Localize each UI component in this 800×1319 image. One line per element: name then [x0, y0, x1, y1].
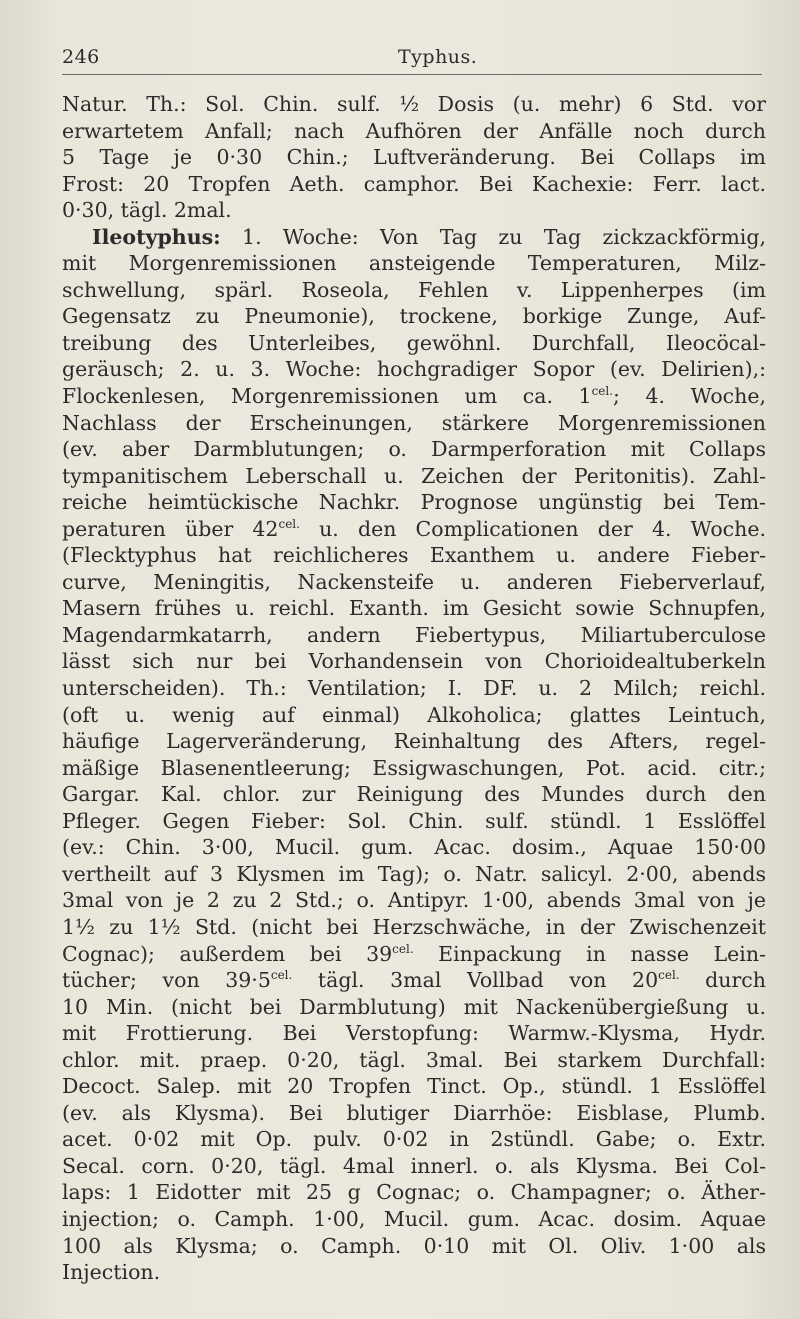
- text-fragment: peraturen über 42: [62, 516, 279, 541]
- text-line: (ev.: Chin. 3·00, Mucil. gum. Acac. dosim., Aquae 150·00: [62, 835, 766, 860]
- ileotyphus-heading: Ileotyphus:: [92, 224, 221, 249]
- text-fragment: ; 4. Woche,: [613, 384, 766, 409]
- text-fragment: tücher; von 39·5: [62, 968, 271, 993]
- text-line: chlor. mit. praep. 0·20, tägl. 3mal. Bei starkem Durchfall:: [62, 1047, 766, 1072]
- text-line: 3mal von je 2 zu 2 Std.; o. Antipyr. 1·00, abends 3mal von je: [62, 888, 766, 913]
- text-line: Injection.: [62, 1260, 161, 1285]
- text-line: mit Frottierung. Bei Verstopfung: Warmw.-Klysma, Hydr.: [62, 1021, 766, 1046]
- text-fragment: durch: [679, 968, 766, 993]
- text-line: [62, 516, 766, 543]
- text-line: Pfleger. Gegen Fieber: Sol. Chin. sulf. stündl. 1 Esslöffel: [62, 808, 766, 833]
- page-number: 246: [62, 46, 100, 68]
- text-line: treibung des Unterleibes, gewöhnl. Durchfall, Ileocöcal-: [62, 330, 766, 355]
- text-line: Magendarmkatarrh, andern Fiebertypus, Miliartuberculose: [62, 622, 766, 647]
- text-line: acet. 0·02 mit Op. pulv. 0·02 in 2stündl. Gabe; o. Extr.: [62, 1127, 766, 1152]
- superscript-unit: cel.: [591, 384, 614, 399]
- text-fragment: Einpackung in nasse Lein-: [413, 941, 766, 966]
- page-header: [62, 42, 762, 75]
- text-line: mäßige Blasenentleerung; Essigwaschungen, Pot. acid. citr.;: [62, 755, 766, 780]
- superscript-unit: cel.: [278, 516, 300, 531]
- text-line: (Flecktyphus hat reichlicheres Exanthem u. andere Fieber-: [62, 543, 766, 568]
- text-line: Gegensatz zu Pneumonie), trockene, borkige Zunge, Auf-: [62, 304, 766, 329]
- ileotyphus-heading-rest: 1. Woche: Von Tag zu Tag zickzackförmig,: [220, 224, 766, 249]
- text-line: [62, 941, 766, 968]
- text-line: (oft u. wenig auf einmal) Alkoholica; glattes Leintuch,: [62, 702, 766, 727]
- text-line: 100 als Klysma; o. Camph. 0·10 mit Ol. Oliv. 1·00 als: [62, 1233, 766, 1258]
- text-fragment: Cognac); außerdem bei 39: [62, 941, 393, 966]
- text-line: Frost: 20 Tropfen Aeth. camphor. Bei Kachexie: Ferr. lact.: [62, 171, 766, 196]
- ileotyphus-heading-line: [62, 224, 766, 251]
- text-line: Secal. corn. 0·20, tägl. 4mal innerl. o. als Klysma. Bei Col-: [62, 1153, 766, 1178]
- text-line: Gargar. Kal. chlor. zur Reinigung des Mundes durch den: [62, 782, 766, 807]
- text-fragment: u. den Complicationen der 4. Woche.: [299, 516, 766, 541]
- superscript-unit: cel.: [270, 968, 293, 983]
- text-line: erwartetem Anfall; nach Aufhören der Anfälle noch durch: [62, 118, 766, 143]
- text-line: 5 Tage je 0·30 Chin.; Luftveränderung. Bei Collaps im: [62, 145, 766, 170]
- text-line: laps: 1 Eidotter mit 25 g Cognac; o. Champagner; o. Äther-: [62, 1180, 766, 1205]
- superscript-unit: cel.: [658, 968, 680, 983]
- text-fragment: Flockenlesen, Morgenremissionen um ca. 1: [62, 384, 592, 409]
- text-line: tympanitischem Leberschall u. Zeichen der Peritonitis). Zahl-: [62, 463, 766, 488]
- text-line: Decoct. Salep. mit 20 Tropfen Tinct. Op., stündl. 1 Esslöffel: [62, 1074, 766, 1099]
- text-line: reiche heimtückische Nachkr. Prognose ungünstig bei Tem-: [62, 490, 766, 515]
- text-fragment: tägl. 3mal Vollbad von 20: [292, 968, 659, 993]
- text-line: häufige Lagerveränderung, Reinhaltung des Afters, regel-: [62, 729, 766, 754]
- text-line: Natur. Th.: Sol. Chin. sulf. ½ Dosis (u. mehr) 6 Std. vor: [62, 92, 766, 116]
- text-line: Nachlass der Erscheinungen, stärkere Morgenremissionen: [62, 410, 766, 435]
- body-text: [62, 91, 766, 1286]
- text-line: lässt sich nur bei Vorhandensein von Chorioidealtuberkeln: [62, 649, 766, 674]
- text-line: 10 Min. (nicht bei Darmblutung) mit Nackenübergießung u.: [62, 994, 766, 1019]
- text-line: 0·30, tägl. 2mal.: [62, 198, 232, 223]
- text-line: [62, 383, 766, 410]
- text-line: (ev. als Klysma). Bei blutiger Diarrhöe: Eisblase, Plumb.: [62, 1100, 766, 1125]
- text-line: mit Morgenremissionen ansteigende Temperaturen, Milz-: [62, 251, 766, 276]
- text-line: vertheilt auf 3 Klysmen im Tag); o. Natr. salicyl. 2·00, abends: [62, 861, 766, 886]
- superscript-unit: cel.: [392, 941, 414, 956]
- text-line: (ev. aber Darmblutungen; o. Darmperforation mit Collaps: [62, 437, 766, 462]
- text-line: injection; o. Camph. 1·00, Mucil. gum. Acac. dosim. Aquae: [62, 1206, 766, 1231]
- text-line: 1½ zu 1½ Std. (nicht bei Herzschwäche, in der Zwischenzeit: [62, 914, 766, 939]
- text-line: schwellung, spärl. Roseola, Fehlen v. Lippenherpes (im: [62, 277, 766, 302]
- text-line: Masern frühes u. reichl. Exanth. im Gesicht sowie Schnupfen,: [62, 596, 766, 621]
- text-line: curve, Meningitis, Nackensteife u. anderen Fieberverlauf,: [62, 569, 766, 594]
- text-line: unterscheiden). Th.: Ventilation; I. DF. u. 2 Milch; reichl.: [62, 676, 766, 701]
- text-line: geräusch; 2. u. 3. Woche: hochgradiger Sopor (ev. Delirien),:: [62, 357, 766, 382]
- running-title: Typhus.: [398, 46, 478, 68]
- text-line: [62, 967, 766, 994]
